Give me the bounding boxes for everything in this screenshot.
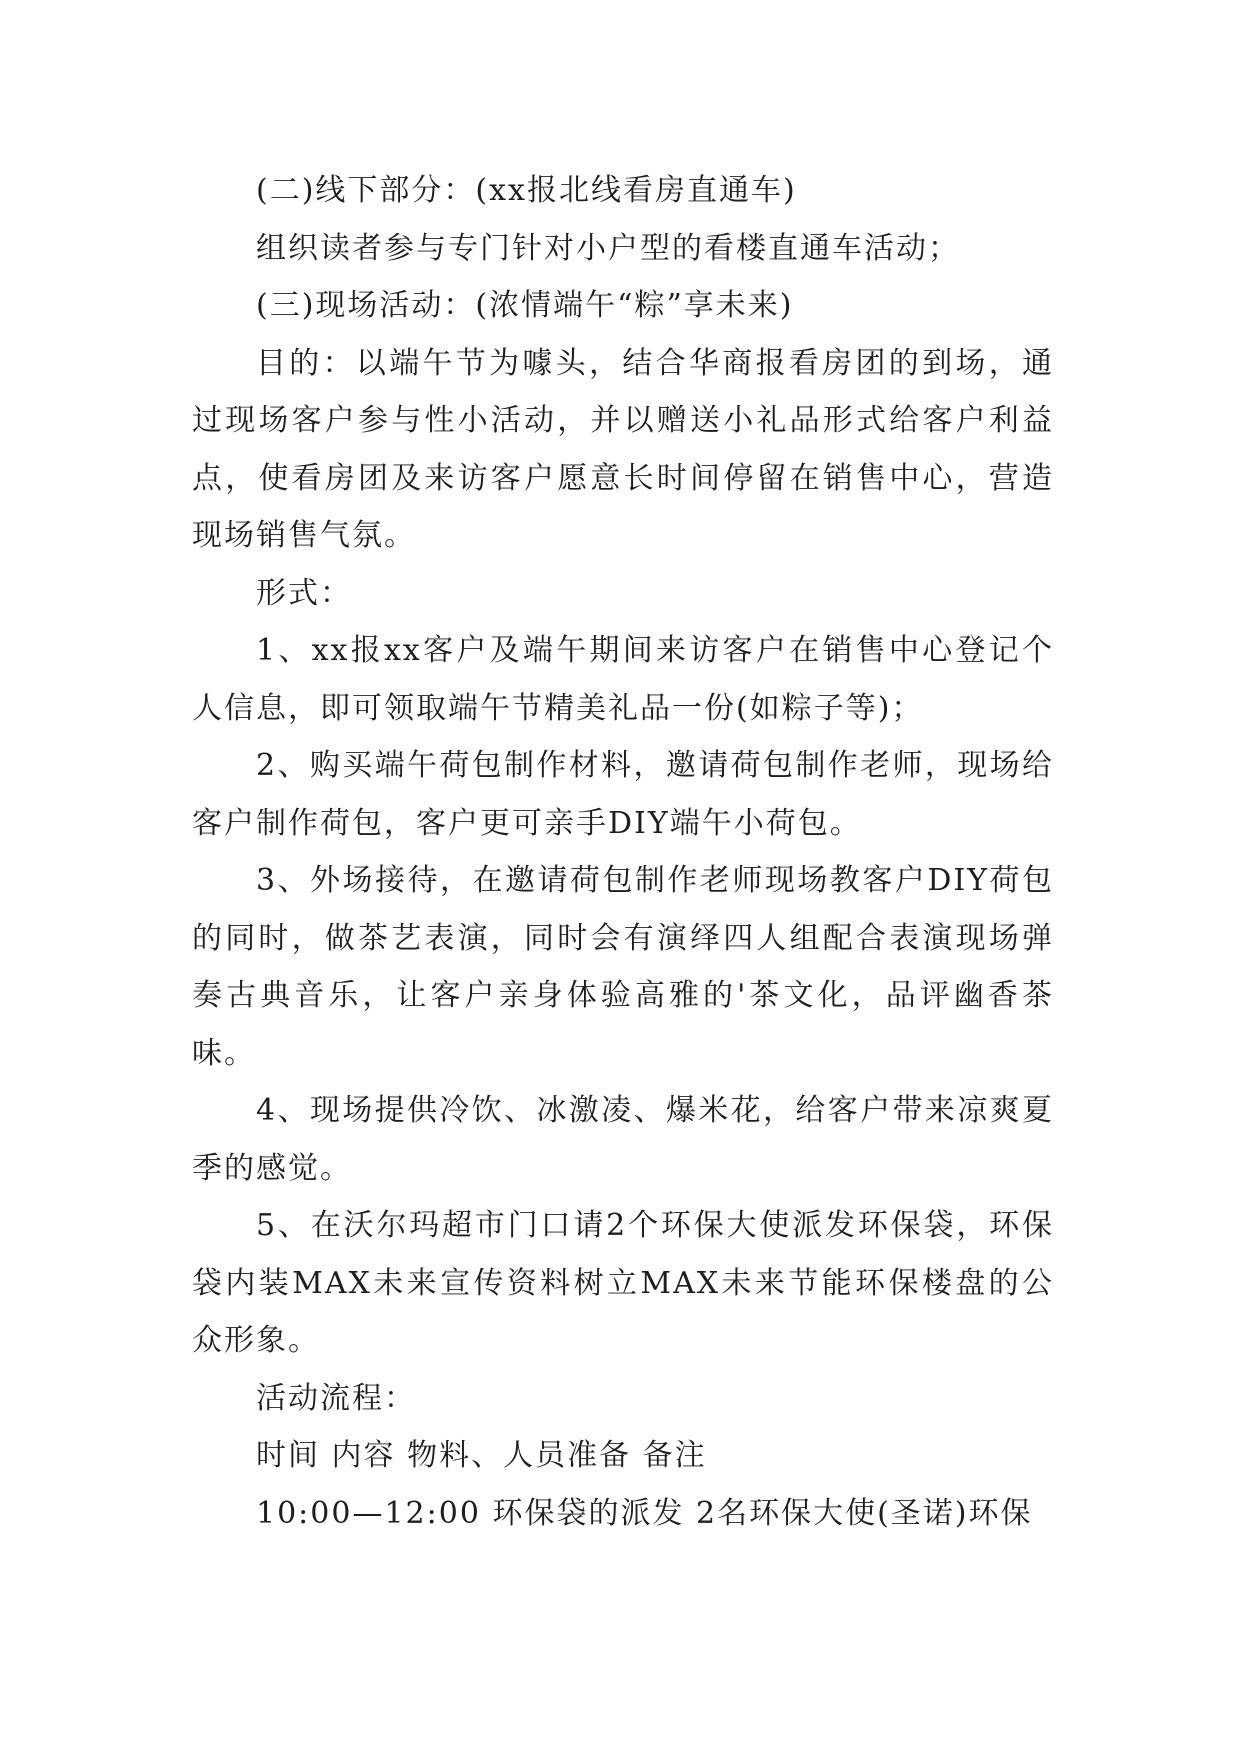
schedule-row-1: 10:00—12:00 环保袋的派发 2名环保大使(圣诺)环保	[256, 1495, 1033, 1531]
heading-onsite-activity: (三)现场活动：(浓情端午“粽”享未来)	[256, 288, 794, 323]
paragraph-offline-description: 组织读者参与专门针对小户型的看楼直通车活动；	[256, 230, 960, 266]
list-item-4: 4、现场提供冷饮、冰激凌、爆米花，给客户带来凉爽夏季的感觉。	[192, 1093, 1054, 1186]
heading-format: 形式：	[256, 575, 352, 611]
list-item-3: 3、外场接待，在邀请荷包制作老师现场教客户DIY荷包的同时，做茶艺表演，同时会有演绎四人组配合表演现场弹奏古典音乐，让客户亲身体验高雅的'茶文化，品评幽香茶味。	[192, 863, 1054, 1071]
heading-activity-flow: 活动流程：	[256, 1380, 416, 1416]
heading-offline-section: (二)线下部分：(xx报北线看房直通车)	[256, 173, 797, 208]
paragraph-purpose: 目的：以端午节为噱头，结合华商报看房团的到场，通过现场客户参与性小活动，并以赠送小礼品形式给客户利益点，使看房团及来访客户愿意长时间停留在销售中心，营造现场销售气氛。	[192, 345, 1054, 553]
list-item-2: 2、购买端午荷包制作材料，邀请荷包制作老师，现场给客户制作荷包，客户更可亲手DIY端午小荷包。	[192, 748, 1054, 841]
list-item-1: 1、xx报xx客户及端午期间来访客户在销售中心登记个人信息，即可领取端午节精美礼品一份(如粽子等)；	[192, 633, 1054, 726]
schedule-header-row: 时间 内容 物料、人员准备 备注	[256, 1438, 707, 1473]
document-body	[192, 162, 1054, 1542]
list-item-5: 5、在沃尔玛超市门口请2个环保大使派发环保袋，环保袋内装MAX未来宣传资料树立MAX未来节能环保楼盘的公众形象。	[192, 1208, 1054, 1358]
